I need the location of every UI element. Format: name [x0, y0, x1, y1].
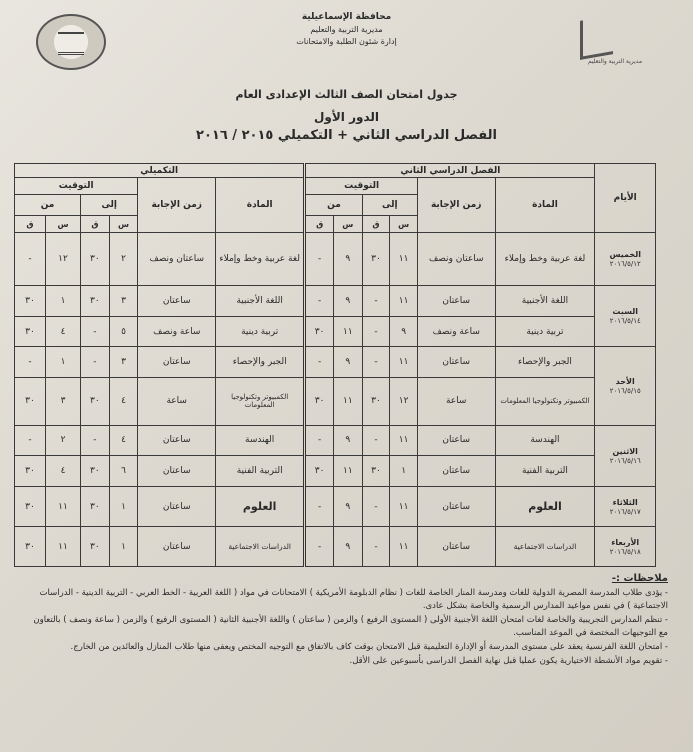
st-from-q-val: -: [305, 487, 334, 527]
st-duration: ساعتان: [417, 286, 495, 317]
day-cell: [595, 233, 656, 286]
st-timing-header: التوقيت: [305, 178, 418, 195]
st-to-s-val: ١١: [390, 487, 418, 527]
sp-from-q-val: ٣٠: [15, 487, 46, 527]
sp-duration: ساعة: [138, 378, 216, 425]
sp-from-s-val: ١١: [45, 487, 80, 527]
st-to-q-val: ٣٠: [362, 233, 390, 286]
table-row: [15, 456, 656, 487]
st-from-q-val: ٣٠: [305, 456, 334, 487]
day-date: ٢٠١٦/٥/١٥: [609, 387, 641, 395]
sp-from-s-val: ٣: [45, 378, 80, 425]
st-duration: ساعتان: [417, 425, 495, 456]
st-from-s-val: ١١: [333, 378, 362, 425]
sp-subject: التربية الفنية: [216, 456, 305, 487]
sp-to-s-val: ٣: [109, 286, 138, 317]
sp-to-s: س: [109, 216, 138, 233]
sp-from-s-val: ١٢: [45, 233, 80, 286]
st-from-s-val: ٩: [333, 286, 362, 317]
st-to-q-val: -: [362, 425, 390, 456]
st-to-q-val: -: [362, 347, 390, 378]
sp-from-q-val: ٣٠: [15, 316, 46, 347]
sp-from-q-val: ٣٠: [15, 378, 46, 425]
sp-to-q-val: ٣٠: [81, 378, 110, 425]
sp-to-s-val: ٤: [109, 425, 138, 456]
org-governorate: محافظة الإسماعيلية: [301, 12, 392, 22]
sp-from-q-val: ٣٠: [15, 286, 46, 317]
st-from-q-val: -: [305, 425, 334, 456]
st-from-s-val: ٩: [333, 233, 362, 286]
day-cell: [595, 487, 656, 527]
sp-from-s: س: [45, 216, 80, 233]
org-department: إدارة شئون الطلبة والامتحانات: [296, 37, 397, 46]
sp-duration: ساعتان: [138, 347, 216, 378]
day-cell: [595, 425, 656, 486]
table-row: [15, 378, 656, 425]
st-to-s-val: ١١: [390, 286, 418, 317]
sp-subject: لغة عربية وخط وإملاء: [216, 233, 305, 286]
sp-from-q-val: -: [15, 425, 46, 456]
timetable-body: [15, 233, 656, 567]
st-to-q-val: -: [362, 316, 390, 347]
st-to-q: ق: [362, 216, 390, 233]
sp-duration: ساعتان: [138, 456, 216, 487]
st-duration: ساعة ونصف: [417, 316, 495, 347]
sp-to-q-val: -: [81, 347, 110, 378]
day-date: ٢٠١٦/٥/١٧: [609, 507, 641, 516]
st-to-s-val: ١١: [390, 233, 418, 286]
st-subject: التربية الفنية: [495, 456, 595, 487]
sp-subject: تربية دينية: [216, 316, 305, 347]
table-row: [15, 286, 656, 317]
sp-to-q: ق: [81, 216, 110, 233]
st-duration: ساعتان: [417, 487, 495, 527]
sp-to-s-val: ١: [109, 487, 138, 527]
sp-from-s-val: ٤: [45, 456, 80, 487]
sp-to-q-val: ٣٠: [81, 527, 110, 567]
day-cell: [595, 347, 656, 425]
st-to-s: س: [390, 216, 418, 233]
supplementary-header: التكميلي: [15, 164, 305, 178]
sp-from-q-val: ٣٠: [15, 456, 46, 487]
sp-duration: ساعتان: [138, 527, 216, 567]
st-from-q-val: ٣٠: [305, 378, 334, 425]
st-to-q-val: -: [362, 527, 390, 567]
sp-to-s-val: ٢: [109, 233, 138, 286]
st-subject: تربية دينية: [495, 316, 595, 347]
sp-to-q-val: ٣٠: [81, 233, 110, 286]
st-duration: ساعة: [417, 378, 495, 425]
sp-subject-header: المادة: [216, 178, 305, 233]
sp-timing-header: التوقيت: [15, 178, 138, 195]
sp-from-s-val: ١١: [45, 527, 80, 567]
sp-to-q-val: ٣٠: [81, 286, 110, 317]
exam-round: الدور الأول: [313, 110, 379, 124]
st-to-q-val: -: [362, 286, 390, 317]
st-from-q-val: -: [305, 233, 334, 286]
sp-duration-header: زمن الإجابة: [138, 178, 216, 233]
note-item: - تنظم المدارس التجريبية والخاصة لغات امتحان اللغة الأجنبية الأولى ( المستوى الرفيع ) والزمن ( ساعتان ) واللغة الأجنبية الثانية ( المستوى الرفيع ) والزمن ( ساعة ونصف ) بالتعاون مع التوجيهات المختصة في الموعد المناسب.: [33, 615, 668, 638]
st-from-q-val: -: [305, 347, 334, 378]
st-to-s-val: ١١: [390, 347, 418, 378]
st-from-s-val: ١١: [333, 456, 362, 487]
st-subject: اللغة الأجنبية: [495, 286, 595, 317]
sp-from-s-val: ٢: [45, 425, 80, 456]
st-from-q-val: -: [305, 527, 334, 567]
st-subject-header: المادة: [495, 178, 595, 233]
st-subject: الجبر والإحصاء: [495, 347, 595, 378]
table-row: [15, 487, 656, 527]
st-from-header: من: [305, 195, 362, 216]
st-from-s: س: [333, 216, 362, 233]
st-from-q: ق: [305, 216, 334, 233]
st-subject: الدراسات الاجتماعية: [495, 527, 595, 567]
sp-subject: اللغة الأجنبية: [216, 286, 305, 317]
sp-to-s-val: ٤: [109, 378, 138, 425]
st-duration: ساعتان ونصف: [417, 233, 495, 286]
sp-duration: ساعتان: [138, 286, 216, 317]
sp-from-q: ق: [15, 216, 46, 233]
st-from-s-val: ٩: [333, 347, 362, 378]
st-to-s-val: ١٢: [390, 378, 418, 425]
st-subject: العلوم: [495, 487, 595, 527]
exam-timetable: [14, 163, 656, 567]
st-subject: الهندسة: [495, 425, 595, 456]
table-row: [15, 233, 656, 286]
sp-from-s-val: ٤: [45, 316, 80, 347]
table-row: [15, 347, 656, 378]
st-duration: ساعتان: [417, 527, 495, 567]
st-subject: الكمبيوتر وتكنولوجيا المعلومات: [495, 378, 595, 425]
exam-term: الفصل الدراسي الثاني + التكميلي ٢٠١٥ / ٢٠١٦: [196, 128, 497, 143]
sp-subject: الكمبيوتر وتكنولوجيا المعلومات: [216, 378, 305, 425]
notes-section: [32, 572, 668, 669]
sp-to-q-val: -: [81, 316, 110, 347]
sp-to-header: إلى: [81, 195, 138, 216]
note-item: - تقويم مواد الأنشطة الاختيارية يكون عمليا قبل نهاية الفصل الدراسى بأسبوعين على الأقل.: [349, 656, 668, 666]
sp-duration: ساعتان: [138, 425, 216, 456]
sp-to-q-val: -: [81, 425, 110, 456]
sp-from-q-val: ٣٠: [15, 527, 46, 567]
day-name: الاثنين: [612, 446, 638, 456]
sp-to-q-val: ٣٠: [81, 487, 110, 527]
second-term-header: الفصل الدراسي الثاني: [305, 164, 595, 178]
st-from-q-val: -: [305, 286, 334, 317]
logo-caption: مديرية التربية والتعليم: [587, 58, 643, 65]
sp-from-q-val: -: [15, 233, 46, 286]
sp-subject: الهندسة: [216, 425, 305, 456]
day-name: الخميس: [609, 250, 641, 260]
notes-heading: ملاحظات :-: [611, 573, 668, 584]
day-name: الأحد: [615, 377, 635, 386]
st-to-header: إلى: [362, 195, 417, 216]
st-to-s-val: ١١: [390, 425, 418, 456]
sp-to-q-val: ٣٠: [81, 456, 110, 487]
st-duration: ساعتان: [417, 347, 495, 378]
st-from-s-val: ٩: [333, 527, 362, 567]
schedule-title: جدول امتحان الصف الثالث الإعدادى العام: [235, 88, 458, 101]
st-to-s-val: ٩: [390, 316, 418, 347]
sp-from-q-val: -: [15, 347, 46, 378]
sp-subject: الجبر والإحصاء: [216, 347, 305, 378]
days-header: الأيام: [595, 164, 656, 233]
sp-duration: ساعتان: [138, 487, 216, 527]
day-date: ٢٠١٦/٥/١٢: [609, 260, 641, 269]
day-name: الثلاثاء: [612, 497, 638, 507]
note-item: - امتحان اللغة الفرنسية يعقد على مستوى المدرسة أو الإدارة التعليمية قبل الامتحان بوقت كاف بالاتفاق مع التوجيه المختص ويعفى منها طلاب المنازل والعائدين من الخارج.: [70, 642, 668, 652]
sp-subject: العلوم: [216, 487, 305, 527]
st-to-q-val: ٣٠: [362, 378, 390, 425]
st-duration: ساعتان: [417, 456, 495, 487]
day-cell: [595, 527, 656, 567]
day-cell: [595, 286, 656, 347]
sp-to-s-val: ٣: [109, 347, 138, 378]
st-from-q-val: ٣٠: [305, 316, 334, 347]
st-subject: لغة عربية وخط وإملاء: [495, 233, 595, 286]
sp-from-s-val: ١: [45, 347, 80, 378]
st-from-s-val: ٩: [333, 425, 362, 456]
day-name: السبت: [612, 307, 639, 317]
sp-from-header: من: [15, 195, 81, 216]
day-date: ٢٠١٦/٥/١٦: [609, 456, 641, 465]
st-to-q-val: ٣٠: [362, 456, 390, 487]
day-date: ٢٠١٦/٥/١٤: [609, 317, 641, 326]
sp-to-s-val: ١: [109, 527, 138, 567]
table-row: [15, 316, 656, 347]
org-directorate: مديرية التربية والتعليم: [310, 25, 383, 34]
st-from-s-val: ٩: [333, 487, 362, 527]
st-from-s-val: ١١: [333, 316, 362, 347]
st-to-s-val: ١: [390, 456, 418, 487]
table-row: [15, 425, 656, 456]
day-name: الأربعاء: [611, 537, 640, 547]
sp-duration: ساعتان ونصف: [138, 233, 216, 286]
sp-subject: الدراسات الاجتماعية: [216, 527, 305, 567]
st-duration-header: زمن الإجابة: [417, 178, 495, 233]
sp-from-s-val: ١: [45, 286, 80, 317]
sp-to-s-val: ٦: [109, 456, 138, 487]
day-date: ٢٠١٦/٥/١٨: [609, 547, 641, 556]
note-item: - يؤدى طلاب المدرسة المصرية الدولية للغات ومدرسة المنار الخاصة للغات ( نظام الدبلومة الأمريكية ) الامتحانات في مواد ( اللغة العربية - الخط العربي - التربية الدينية - الدراسات الاجتماعية ) في نفس مواعيد المدارس الرسمية والخاصة بشكل عادى.: [39, 588, 668, 611]
sp-to-s-val: ٥: [109, 316, 138, 347]
sp-duration: ساعة ونصف: [138, 316, 216, 347]
st-to-q-val: -: [362, 487, 390, 527]
table-row: [15, 527, 656, 567]
st-to-s-val: ١١: [390, 527, 418, 567]
